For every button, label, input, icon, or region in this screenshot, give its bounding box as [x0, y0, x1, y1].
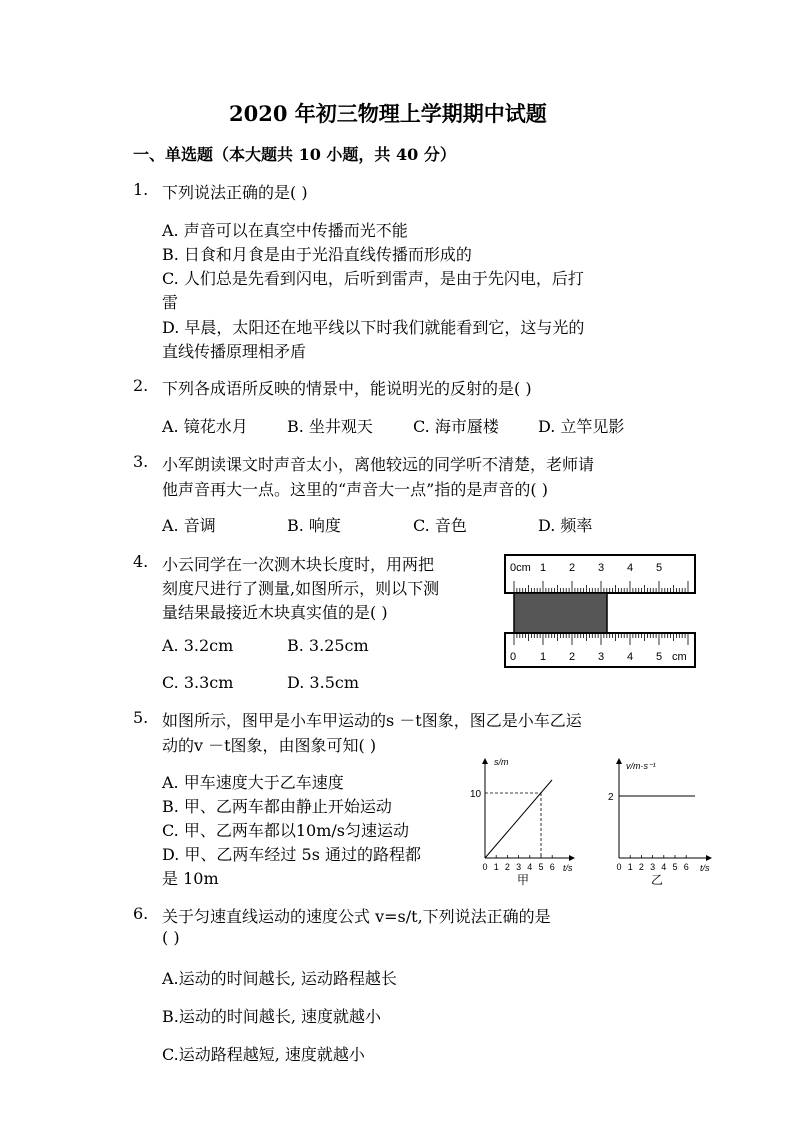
- question-number: 2.: [133, 376, 149, 395]
- option-b: B. 甲、乙两车都由静止开始运动: [162, 797, 392, 816]
- option-b: B. 响度: [287, 516, 341, 535]
- option-c: C.运动路程越短, 速度就越小: [162, 1045, 365, 1064]
- ruler-number: 5: [656, 651, 663, 663]
- option-c: C. 海市蜃楼: [413, 417, 499, 436]
- x-tick-label: 3: [650, 862, 656, 872]
- option-b: B.运动的时间越长, 速度就越小: [162, 1007, 382, 1026]
- ruler-number: 2: [569, 651, 576, 663]
- ruler-number: 2: [569, 562, 576, 574]
- question-number: 6.: [133, 904, 149, 923]
- x-tick-label: 1: [627, 862, 633, 872]
- option-a: A. 声音可以在真空中传播而光不能: [162, 221, 408, 240]
- bottom-ruler-zero-label: 0: [510, 651, 517, 663]
- x-axis-label: t/s: [563, 863, 573, 873]
- ruler-number: 3: [598, 651, 605, 663]
- question-stem-cont: 动的v －t图象，由图象可知( ): [162, 736, 377, 755]
- s-t-line: [485, 780, 552, 858]
- option-a: A. 镜花水月: [162, 417, 248, 436]
- option-d: D. 3.5cm: [287, 673, 360, 692]
- question-stem: 下列各成语所反映的情景中，能说明光的反射的是( ): [162, 379, 532, 398]
- x-tick-label: 2: [504, 862, 510, 872]
- option-d: D. 早晨，太阳还在地平线以下时我们就能看到它，这与光的: [162, 318, 585, 337]
- graph-caption: 乙: [651, 873, 664, 887]
- x-tick-label: 6: [683, 862, 689, 872]
- option-a: A. 3.2cm: [162, 636, 234, 655]
- top-ruler: [505, 555, 695, 593]
- ruler-number: 3: [598, 562, 605, 574]
- question-stem-cont: 他声音再大一点。这里的“声音大一点”指的是声音的( ): [162, 480, 548, 499]
- question-number: 1.: [133, 180, 149, 199]
- page-title: 2020 年初三物理上学期期中试题: [229, 101, 547, 126]
- option-c: C. 3.3cm: [162, 673, 234, 692]
- x-tick-label: 4: [661, 862, 667, 872]
- question-number: 5.: [133, 708, 149, 727]
- x-tick-label: 5: [672, 862, 678, 872]
- y-axis-label: v/m·s⁻¹: [626, 761, 656, 771]
- option-c: C. 人们总是先看到闪电，后听到雷声，是由于先闪电，后打: [162, 269, 584, 288]
- y-axis-label: s/m: [494, 757, 509, 767]
- x-tick-label: 5: [538, 862, 544, 872]
- graph-caption: 甲: [517, 873, 530, 887]
- x-tick-label: 0: [616, 862, 622, 872]
- graph-jia: [460, 753, 585, 888]
- question-number: 3.: [133, 452, 149, 471]
- graph-yi: [597, 753, 722, 888]
- question-stem-cont: 量结果最接近木块真实值的是( ): [162, 603, 388, 622]
- option-b: B. 坐井观天: [287, 417, 373, 436]
- option-c-cont: 雷: [162, 293, 179, 312]
- question-stem: 关于匀速直线运动的速度公式 v=s/t,下列说法正确的是: [162, 907, 551, 926]
- option-b: B. 日食和月食是由于光沿直线传播而形成的: [162, 245, 472, 264]
- ruler-number: 1: [540, 651, 547, 663]
- option-d: D. 频率: [538, 516, 593, 535]
- option-d-cont: 直线传播原理相矛盾: [162, 342, 307, 361]
- x-tick-label: 2: [638, 862, 644, 872]
- option-a: A. 音调: [162, 516, 216, 535]
- bottom-ruler-unit: cm: [672, 651, 687, 663]
- x-tick-label: 3: [516, 862, 522, 872]
- ruler-number: 5: [656, 562, 663, 574]
- question-number: 4.: [133, 552, 149, 571]
- x-tick-label: 4: [527, 862, 533, 872]
- option-d-cont: 是 10m: [162, 869, 219, 888]
- y-tick-label: 2: [608, 792, 614, 803]
- option-d: D. 甲、乙两车经过 5s 通过的路程都: [162, 845, 421, 864]
- question-stem: 下列说法正确的是( ): [162, 183, 308, 202]
- option-c: C. 甲、乙两车都以10m/s匀速运动: [162, 821, 409, 840]
- x-tick-label: 0: [482, 862, 488, 872]
- question-stem-cont: ( ): [162, 928, 180, 947]
- ruler-figure: [503, 553, 698, 670]
- option-a: A.运动的时间越长, 运动路程越长: [162, 969, 397, 988]
- question-stem-cont: 刻度尺进行了测量,如图所示，则以下测: [162, 579, 440, 598]
- x-tick-label: 6: [549, 862, 555, 872]
- question-stem: 小军朗读课文时声音太小，离他较远的同学听不清楚，老师请: [162, 455, 595, 474]
- ruler-number: 1: [540, 562, 547, 574]
- wood-block: [514, 593, 607, 633]
- option-c: C. 音色: [413, 516, 467, 535]
- option-b: B. 3.25cm: [287, 636, 369, 655]
- top-ruler-zero-label: 0cm: [510, 562, 531, 574]
- y-tick-label: 10: [470, 789, 482, 800]
- option-d: D. 立竿见影: [538, 417, 625, 436]
- x-tick-label: 1: [493, 862, 499, 872]
- question-stem: 小云同学在一次测木块长度时，用两把: [162, 555, 435, 574]
- question-stem: 如图所示，图甲是小车甲运动的s －t图象，图乙是小车乙运: [162, 711, 582, 730]
- section-heading: 一、单选题（本大题共 10 小题，共 40 分）: [133, 145, 456, 164]
- x-axis-label: t/s: [700, 863, 710, 873]
- option-a: A. 甲车速度大于乙车速度: [162, 773, 344, 792]
- ruler-number: 4: [627, 562, 634, 574]
- ruler-number: 4: [627, 651, 634, 663]
